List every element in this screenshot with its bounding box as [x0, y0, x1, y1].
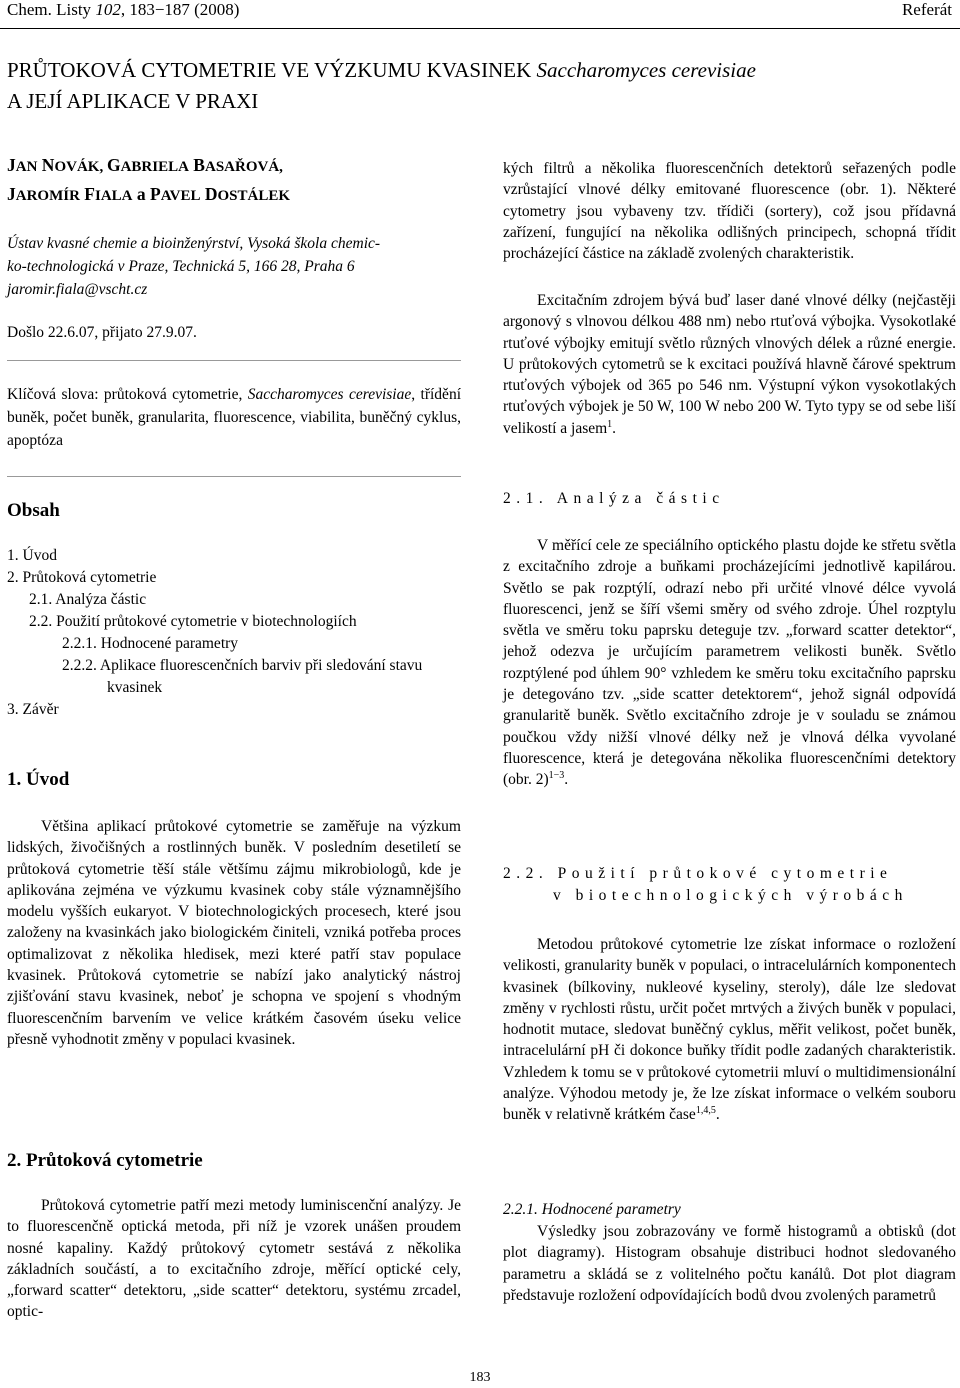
reference-superscript: 1,4,5	[695, 1105, 716, 1117]
running-header-journal: Chem. Listy 102, 183−187 (2008)	[7, 0, 240, 19]
section-heading-uvod: 1. Úvod	[7, 769, 70, 790]
article-title: PRŮTOKOVÁ CYTOMETRIE VE VÝZKUMU KVASINEK Saccharomyces cerevisiae A JEJÍ APLIKACE V PRAXI	[7, 58, 756, 113]
keywords-rule-bottom	[7, 476, 461, 477]
toc-item[interactable]: 1. Úvod	[7, 547, 57, 564]
toc-item[interactable]: 2.2.2. Aplikace fluorescenčních barviv při sledování stavu kvasinek	[62, 657, 423, 696]
paragraph-parametry: Výsledky jsou zobrazovány ve formě histogramů a obtisků (dot plot diagramy). Histogram obsahuje distribuci hodnot sledovaného parametru a skládá se z volitelného počtu kanálů. Dot plot diagram představuje rozložení odpovídajících bodů dvou zvolených parametrů	[503, 1223, 956, 1304]
toc-item[interactable]: 2.2.1. Hodnocené parametry	[62, 635, 239, 652]
running-header-type: Referát	[901, 0, 952, 19]
section-heading-cytometrie: 2. Průtoková cytometrie	[7, 1150, 203, 1171]
page-number: 183	[469, 1370, 491, 1385]
toc-item[interactable]: 3. Závěr	[7, 701, 59, 718]
table-of-contents	[7, 545, 467, 721]
subsection-heading-analyza: 2.1. Analýza částic	[503, 490, 725, 507]
subsection-heading-pouziti: 2.2. Použití průtokové cytometrie v biotechnologických výrobách	[503, 865, 908, 904]
keywords: Klíčová slova: průtoková cytometrie, Saccharomyces cerevisiae, třídění buněk, počet buněk, granularita, fluorescence, viabilita, buněčný cyklus, apoptóza	[7, 386, 461, 449]
paragraph-uvod: Většina aplikací průtokové cytometrie se zaměřuje na výzkum lidských, živočišných a rostlinných buněk. V posledním desetiletí se průtoková cytometrie těší stále většímu zájmu mikrobiologů, kde je aplikována zejména ve výzkumu kvasinek coby stále významnějšího modelu vyšších eukaryot. V biotechnologických procesech, které jsou založeny na kvasinkách jako biologickém činiteli, vzniká potřeba proces optimalizovat z několika hledisek, mezi které patří stav populace kvasinek. Průtoková cytometrie se nabízí jako analytický nástroj zjišťování stavu kvasinek, neboť je schopna ve spojení s vhodným fluorescenčním barvením ve velice krátkém časovém úseku velice přesně vyhodnotit změny v populaci kvasinek.	[7, 818, 461, 1048]
subsubsection-heading-parametry: 2.2.1. Hodnocené parametry	[503, 1201, 681, 1218]
paragraph-cytometrie: Průtoková cytometrie patří mezi metody luminiscenční analýzy. Je to fluorescenčně optická metoda, při níž je vzorek unášen proudem nosné kapaliny. Každý průtokový cytometr sestává z několika základních součástí, a to excitačního zdroje, měřící optické cely, „forward scatter“ detektoru, „side scatter“ detektoru, systému zrcadel, optic-	[7, 1197, 461, 1321]
toc-heading: Obsah	[7, 500, 60, 521]
email-link[interactable]: jaromir.fiala@vscht.cz	[7, 281, 148, 298]
paragraph-excitation: Excitačním zdrojem bývá buď laser dané vlnové délky (nejčastěji argonový s vlnovou délkou 488 nm) nebo rtuťová výbojka. Vysokotlaké rtuťové výbojky emitují světlo různých vlnových délek a různé energie. U průtokových cytometrů se k excitaci používá hlavně čárové spektrum rtuťových výbojek od 365 po 546 nm. Výstupní výkon vysokotlakých rtuťových výbojek je 50 W, 100 W nebo 200 W. Tyto typy se od sebe liší velikostí a jasem$^1$.	[503, 292, 956, 437]
toc-item[interactable]: 2. Průtoková cytometrie	[7, 569, 157, 586]
affiliation: Ústav kvasné chemie a bioinženýrství, Vysoká škola chemic- ko-technologická v Praze, Technická 5, 166 28, Praha 6 jaromir.fiala@vscht.cz	[7, 235, 381, 298]
paragraph-analyza: V měřící cele ze speciálního optického plastu dojde ke střetu světla z excitačního zdroje a buňkami procházejícími jednotlivě kapilárou. Světlo se pak rozptýlí, odrazí nebo při určité vlnové délce vyvolá fluorescenci, jenž se šíří všemi směry od svého zdroje. Úhel rozptylu světla ve směru toku paprsku deteguje tzv. „forward scatter detektor“, jehož odezva je určujícím parametrem velikosti buněk. Světlo rozptýlené pod úhlem 90° vzhledem ke směru toku excitačního paprsku je detegováno tzv. „side scatter detektorem“, jehož signál odpovídá granularitě buněk. Světlo excitačního zdroje je v souladu se známou poučkou vždy nižší vlnové délky než je vlnová délka vyvolané fluorescence, která je detegována několika fluorescenčními detektory (obr. 2)$^{1-3}$.	[503, 537, 956, 789]
keywords-rule-top	[7, 360, 461, 361]
reference-superscript: 1−3	[548, 770, 565, 782]
reference-superscript: 1	[607, 418, 613, 430]
toc-item[interactable]: 2.1. Analýza částic	[29, 591, 147, 608]
paragraph-cytometrie-cont: kých filtrů a několika fluorescenčních detektorů seřazených podle vzrůstající vlnové délky emitované fluorescence (obr. 1). Některé cytometry jsou vybaveny tzv. třídiči (sortery), což jsou přídavná zařízení, fungující na několika odlišných principech, schopná třídit procházející částice na základě zvolených charakteristik.	[503, 160, 956, 263]
received-date: Došlo 22.6.07, přijato 27.9.07.	[7, 324, 197, 341]
paragraph-pouziti: Metodou průtokové cytometrie lze získat informace o rozložení velikosti, granularity buněk v populaci, o intracelulárních komponentech kvasinek (bílkoviny, nukleové kyseliny, steroly), dále lze sledovat změny v rychlosti růstu, určit počet mrtvých a živých buněk v populaci, hodnotit mutace, sledovat buněčný cyklus, měřit velikost, počet buněk, intracelulární pH či dokonce buňky třídit podle zadaných charakteristik. Vzhledem k tomu se v průtokové cytometrii mluví o multidimensionální analýze. Výhodou metody je, že lze získat informace o velkém souboru buněk v relativně krátkém čase$^{1,4,5}$.	[503, 936, 956, 1124]
toc-item[interactable]: 2.2. Použití průtokové cytometrie v biotechnologiích	[29, 613, 357, 630]
author-list: JAN NOVÁK, GABRIELA BASAŘOVÁ, JAROMÍR FIALA a PAVEL DOSTÁLEK	[7, 155, 291, 204]
header-rule	[0, 28, 960, 29]
